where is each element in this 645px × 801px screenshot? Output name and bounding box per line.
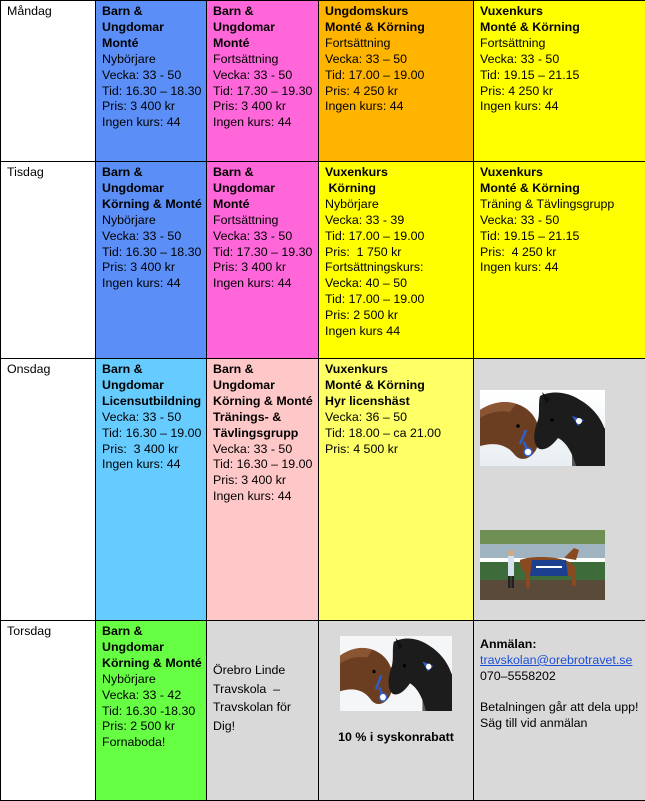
course-line: Vecka: 33 - 50	[102, 410, 201, 426]
course-line: Ingen kurs: 44	[325, 99, 468, 115]
row-thursday	[1, 621, 645, 801]
course-cell-thu-1	[96, 621, 207, 801]
school-line: Travskola –	[213, 680, 313, 699]
course-line: Barn &	[102, 362, 201, 378]
course-line: Vuxenkurs	[325, 362, 468, 378]
course-line: Monté & Körning	[325, 378, 468, 394]
registration-cell	[474, 621, 645, 801]
course-cell-tue-4	[474, 162, 645, 359]
course-line: Nybörjare	[102, 52, 201, 68]
course-line: Tävlingsgrupp	[213, 426, 313, 442]
course-cell-tue-3	[319, 162, 474, 359]
course-line: Monté & Körning	[325, 20, 468, 36]
course-line: Tid: 17.30 – 19.30	[213, 84, 313, 100]
course-line: Ungdomar	[213, 378, 313, 394]
spacer	[480, 685, 640, 700]
course-line: Vuxenkurs	[480, 4, 640, 20]
registration-title: Anmälan:	[480, 637, 640, 653]
course-line: Tid: 16.30 – 19.00	[102, 426, 201, 442]
course-line: Pris: 3 400 kr	[213, 473, 313, 489]
course-line: Vecka: 33 - 42	[102, 688, 201, 704]
course-line: Monté & Körning	[480, 20, 640, 36]
course-line: Barn &	[102, 624, 201, 640]
course-cell-tue-2	[207, 162, 319, 359]
course-line: Pris: 4 250 kr	[480, 84, 640, 100]
course-line: Pris: 2 500 kr	[102, 719, 201, 735]
course-cell-wed-3	[319, 359, 474, 621]
course-line: Tid: 19.15 – 21.15	[480, 229, 640, 245]
course-line: Körning & Monté	[213, 394, 313, 410]
row-tuesday	[1, 162, 645, 359]
course-line: Körning & Monté	[102, 656, 201, 672]
course-line: Tid: 16.30 -18.30	[102, 704, 201, 720]
horses-closeup-photo	[340, 636, 452, 711]
payment-note: Betalningen går att dela upp!	[480, 700, 640, 716]
course-line: Nybörjare	[102, 672, 201, 688]
course-line: Barn &	[213, 4, 313, 20]
discount-cell	[319, 621, 474, 801]
course-line: Barn &	[102, 4, 201, 20]
course-line: Ingen kurs: 44	[480, 260, 640, 276]
course-line: Tid: 16.30 – 19.00	[213, 457, 313, 473]
course-line: Vecka: 33 – 50	[325, 52, 468, 68]
course-line: Ungdomskurs	[325, 4, 468, 20]
course-line: Vecka: 36 – 50	[325, 410, 468, 426]
course-line: Pris: 4 250 kr	[325, 84, 468, 100]
school-line: Dig!	[213, 717, 313, 736]
school-info-cell	[207, 621, 319, 801]
course-line: Vecka: 33 - 50	[213, 68, 313, 84]
course-line: Ingen kurs: 44	[102, 115, 201, 131]
course-line: Monté	[102, 36, 201, 52]
course-line: Ingen kurs: 44	[213, 276, 313, 292]
day-label-tuesday: Tisdag	[1, 162, 96, 359]
course-line: Vuxenkurs	[325, 165, 468, 181]
course-line: Pris: 3 400 kr	[102, 99, 201, 115]
course-line: Tid: 19.15 – 21.15	[480, 68, 640, 84]
course-line: Tränings- &	[213, 410, 313, 426]
course-line: Vecka: 33 - 50	[102, 229, 201, 245]
phone-number: 070–5558202	[480, 669, 640, 685]
sibling-discount-text: 10 % i syskonrabatt	[319, 730, 473, 746]
course-line: Ingen kurs: 44	[480, 99, 640, 115]
course-line: Tid: 17.00 – 19.00	[325, 68, 468, 84]
course-line: Vecka: 33 - 39	[325, 213, 468, 229]
course-cell-mon-1	[96, 1, 207, 162]
course-line: Tid: 16.30 – 18.30	[102, 84, 201, 100]
course-line: Vuxenkurs	[480, 165, 640, 181]
course-cell-mon-4	[474, 1, 645, 162]
course-cell-tue-1	[96, 162, 207, 359]
course-line: Ungdomar	[102, 640, 201, 656]
course-line: Vecka: 33 - 50	[480, 52, 640, 68]
course-cell-wed-2	[207, 359, 319, 621]
course-line: Tid: 16.30 – 18.30	[102, 245, 201, 261]
course-line: Ungdomar	[102, 181, 201, 197]
course-line: Vecka: 33 - 50	[213, 442, 313, 458]
course-line: Ingen kurs: 44	[102, 276, 201, 292]
course-line: Pris: 4 250 kr	[480, 245, 640, 261]
course-line: Ingen kurs: 44	[102, 457, 201, 473]
course-line: Ungdomar	[102, 378, 201, 394]
course-line: Vecka: 33 - 50	[102, 68, 201, 84]
day-label-thursday: Torsdag	[1, 621, 96, 801]
day-label-monday: Måndag	[1, 1, 96, 162]
course-line: Fortsättning	[213, 213, 313, 229]
course-line: Körning	[325, 181, 468, 197]
row-wednesday	[1, 359, 645, 621]
course-cell-mon-2	[207, 1, 319, 162]
course-line: Ingen kurs: 44	[213, 115, 313, 131]
day-label-wednesday: Onsdag	[1, 359, 96, 621]
course-line: Tid: 17.00 – 19.00	[325, 229, 468, 245]
course-line: Tid: 17.30 – 19.30	[213, 245, 313, 261]
course-line: Monté & Körning	[480, 181, 640, 197]
course-line: Tid: 17.00 – 19.00	[325, 292, 468, 308]
course-line: Pris: 3 400 kr	[213, 260, 313, 276]
course-line: Ingen kurs: 44	[213, 489, 313, 505]
course-line: Vecka: 40 – 50	[325, 276, 468, 292]
course-line: Barn &	[213, 165, 313, 181]
course-line: Pris: 3 400 kr	[102, 260, 201, 276]
course-line: Nybörjare	[102, 213, 201, 229]
course-line: Fornaboda!	[102, 735, 201, 751]
course-line: Fortsättning	[213, 52, 313, 68]
email-link[interactable]: travskolan@orebrotravet.se	[480, 653, 640, 669]
course-line: Fortsättningskurs:	[325, 260, 468, 276]
course-line: Ungdomar	[102, 20, 201, 36]
course-line: Monté	[213, 36, 313, 52]
course-line: Ungdomar	[213, 181, 313, 197]
course-line: Barn &	[102, 165, 201, 181]
course-line: Ungdomar	[213, 20, 313, 36]
course-line: Pris: 4 500 kr	[325, 442, 468, 458]
course-line: Träning & Tävlingsgrupp	[480, 197, 640, 213]
course-line: Tid: 18.00 – ca 21.00	[325, 426, 468, 442]
course-line: Hyr licenshäst	[325, 394, 468, 410]
course-line: Pris: 3 400 kr	[102, 442, 201, 458]
course-line: Monté	[213, 197, 313, 213]
row-monday	[1, 1, 645, 162]
course-line: Vecka: 33 - 50	[480, 213, 640, 229]
course-line: Vecka: 33 - 50	[213, 229, 313, 245]
school-line: Örebro Linde	[213, 661, 313, 680]
course-line: Fortsättning	[325, 36, 468, 52]
photo-cell-wed	[474, 359, 645, 621]
course-line: Ingen kurs 44	[325, 324, 468, 340]
course-line: Pris: 1 750 kr	[325, 245, 468, 261]
horse-with-blanket-photo	[480, 530, 605, 600]
course-cell-wed-1	[96, 359, 207, 621]
course-line: Fortsättning	[480, 36, 640, 52]
course-line: Barn &	[213, 362, 313, 378]
school-line: Travskolan för	[213, 698, 313, 717]
course-cell-mon-3	[319, 1, 474, 162]
course-line: Nybörjare	[325, 197, 468, 213]
course-line: Körning & Monté	[102, 197, 201, 213]
horses-closeup-photo	[480, 390, 605, 466]
course-line: Pris: 2 500 kr	[325, 308, 468, 324]
payment-note-2: Säg till vid anmälan	[480, 716, 640, 732]
course-line: Licensutbildning	[102, 394, 201, 410]
course-line: Pris: 3 400 kr	[213, 99, 313, 115]
